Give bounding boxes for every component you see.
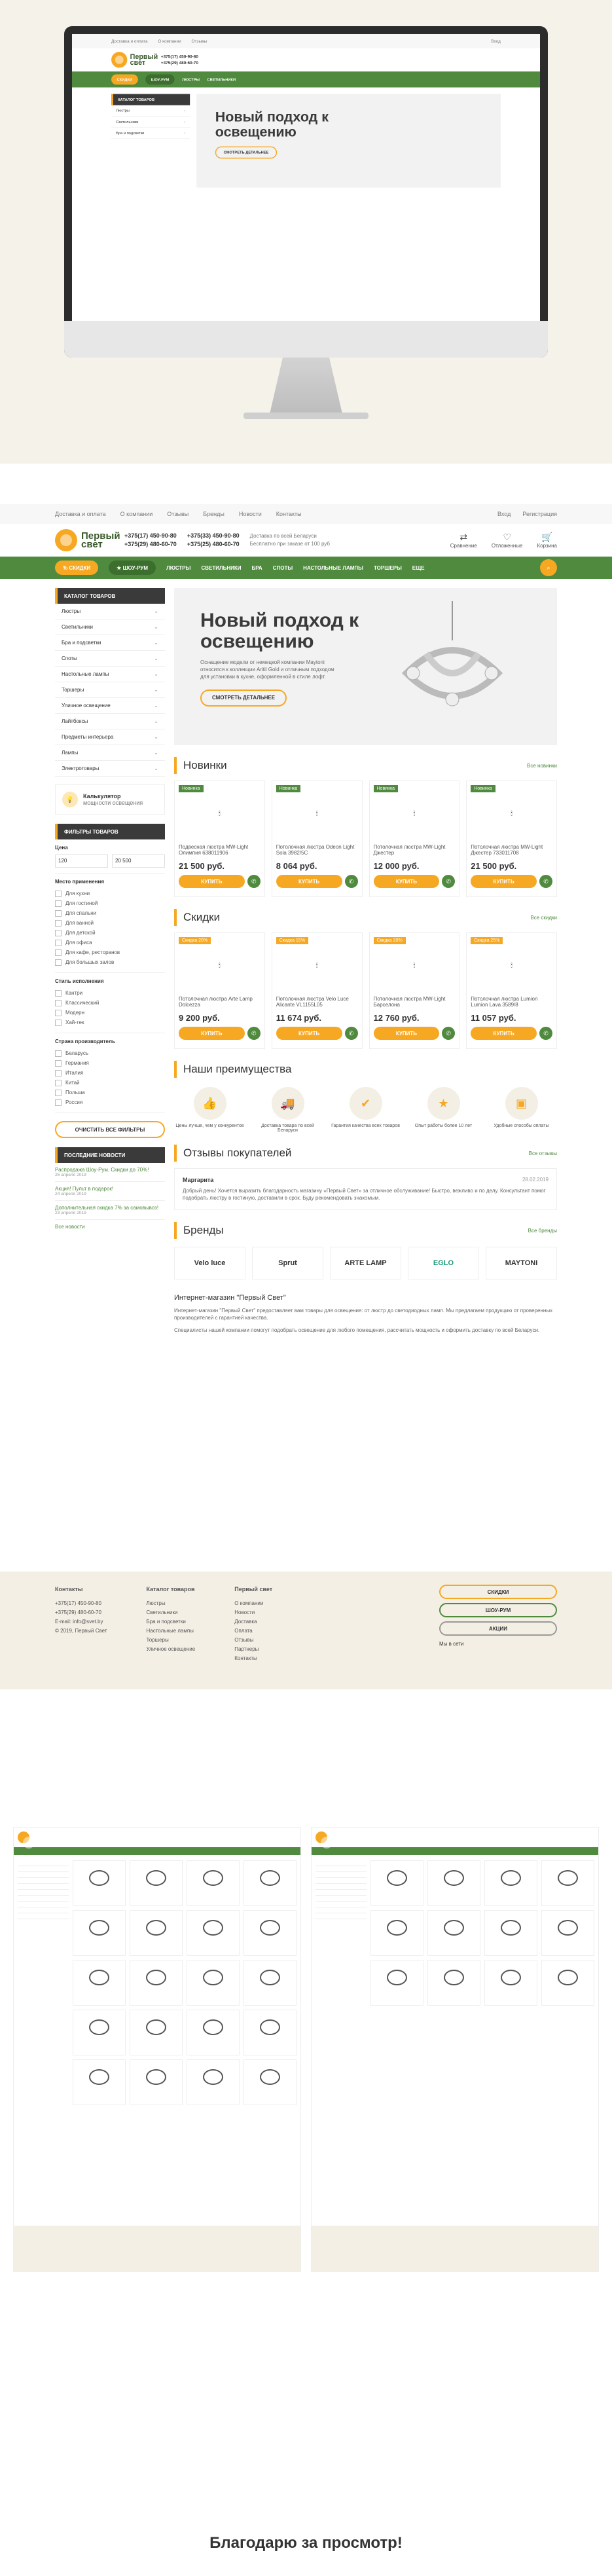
footer-link[interactable]: Отзывы	[234, 1637, 254, 1643]
topbar-link[interactable]: Контакты	[276, 511, 302, 517]
brand-logo[interactable]: EGLO	[408, 1247, 479, 1279]
social-label: Мы в сети	[439, 1641, 464, 1647]
sun-icon	[55, 529, 77, 551]
logo[interactable]	[55, 529, 120, 551]
chandelier-icon: 🕯	[511, 961, 513, 968]
chevron-down-icon: ⌄	[154, 655, 158, 661]
login-link[interactable]: Вход	[491, 39, 501, 44]
header	[0, 524, 612, 557]
buy-button[interactable]: КУПИТЬ	[179, 1027, 245, 1040]
logo-text: Первый свет	[81, 530, 120, 550]
country-label: Страна производитель	[55, 1039, 115, 1044]
nav-link[interactable]: БРА	[251, 564, 262, 571]
banner-cta[interactable]: СМОТРЕТЬ ДЕТАЛЬНЕЕ	[215, 147, 277, 159]
buy-button[interactable]: КУПИТЬ	[276, 1027, 342, 1040]
sale-products	[174, 932, 557, 1049]
checkbox[interactable]: Кантри	[55, 988, 165, 998]
buy-button[interactable]: КУПИТЬ	[374, 875, 440, 888]
checkbox[interactable]: Хай-тек	[55, 1018, 165, 1027]
full-page-layout	[0, 504, 612, 1689]
nav-link[interactable]: СВЕТИЛЬНИКИ	[207, 77, 236, 82]
news-item[interactable]: Акция! Пульт в подарок! 24 апреля 2019	[55, 1182, 165, 1201]
advantages: 👍 Цены лучше, чем у конкурентов 🚚 Доставка товара по всей Беларуси ✔ Гарантия качества всех товаров ★ Опыт работы более 10 лет ▣ Удобные способы оплаты	[174, 1087, 557, 1133]
monitor-screen	[72, 34, 540, 321]
all-new-link[interactable]: Все новинки	[527, 762, 557, 769]
chevron-down-icon: ⌄	[154, 703, 158, 708]
catalog-item[interactable]: Настольные лампы ⌄	[55, 667, 165, 682]
chevron-down-icon: ⌄	[154, 624, 158, 630]
nav-link[interactable]: ТОРШЕРЫ	[373, 564, 402, 571]
all-sale-link[interactable]: Все скидки	[530, 914, 557, 921]
footer-link[interactable]: Бра и подсветки	[146, 1619, 186, 1625]
star-icon: ★	[117, 564, 123, 571]
cart-icon: 🛒	[541, 532, 553, 542]
buy-button[interactable]: КУПИТЬ	[276, 875, 342, 888]
phone-icon[interactable]: ✆	[539, 875, 552, 888]
topbar-link[interactable]: Отзывы	[167, 511, 189, 517]
new-products	[174, 781, 557, 897]
cart-button[interactable]: 🛒 Корзина	[537, 532, 557, 549]
shield-icon: ✔	[350, 1087, 382, 1120]
brand-logo[interactable]: MAYTONI	[486, 1247, 557, 1279]
sidebar	[55, 588, 165, 1334]
all-brands-link[interactable]: Все бренды	[528, 1227, 557, 1234]
topbar-link[interactable]: Новости	[238, 511, 262, 517]
catalog-item[interactable]: Электротовары ⌄	[55, 761, 165, 777]
product-card[interactable]: Новинка 🕯 Потолочная люстра MW-Light Джестер 12 000 руб. КУПИТЬ ✆	[369, 781, 460, 897]
footer-link[interactable]: Торшеры	[146, 1637, 169, 1643]
inner-pages-preview	[0, 1814, 612, 2456]
chandelier-icon: 🕯	[315, 961, 318, 968]
power-calculator[interactable]: 💡 Калькулятор мощности освещения	[55, 784, 165, 815]
catalog-item[interactable]: Торшеры ⌄	[55, 682, 165, 698]
sale-button[interactable]: СКИДКИ	[439, 1585, 557, 1599]
monitor-foot	[243, 413, 369, 419]
bulb-icon: 💡	[62, 792, 78, 807]
phone-icon[interactable]: ✆	[539, 1027, 552, 1040]
topbar-link[interactable]: Доставка и оплата	[111, 39, 148, 44]
checkbox[interactable]: Польша	[55, 1088, 165, 1097]
catalog-item[interactable]: Люстры ⌄	[55, 604, 165, 619]
chandelier-icon: 🕯	[413, 809, 416, 817]
wallet-icon: ▣	[505, 1087, 538, 1120]
topbar-link[interactable]: О компании	[120, 511, 153, 517]
product-card[interactable]: Скидка 20% 🕯 Потолочная люстра MW-Light Барселона 12 760 руб. КУПИТЬ ✆	[369, 932, 460, 1049]
product-page-preview	[311, 1827, 599, 2272]
chandelier-icon: 🕯	[219, 809, 221, 817]
footer: Контакты +375(17) 450-90-80 +375(29) 480-60-70 E-mail: info@svet.by © 2019, Первый Свет Каталог товаров Люстры Светильники Бра и подсветки Настольные лампы Торшеры Уличное освещение Первый свет О компании Новости Доставка Оплата Отзывы Партнеры Контакты СКИДКИ ШОУ-РУМ АКЦИИ Мы в сети	[0, 1572, 612, 1689]
nav-link[interactable]: НАСТОЛЬНЫЕ ЛАМПЫ	[303, 564, 363, 571]
delivery-info: Доставка по всей Беларуси Бесплатно при заказе от 100 руб	[249, 533, 330, 547]
monitor-chin	[64, 321, 548, 358]
medal-icon: ★	[427, 1087, 460, 1120]
footer-link[interactable]: Настольные лампы	[146, 1628, 194, 1634]
truck-icon: 🚚	[272, 1087, 304, 1120]
checkbox[interactable]: Для офиса	[55, 938, 165, 948]
chandelier-image	[387, 601, 518, 732]
footer-link[interactable]: Оплата	[234, 1628, 253, 1634]
product-card[interactable]: Скидка 15% 🕯 Потолочная люстра Velo Luce Alicante VL1155L05 11 674 руб. КУПИТЬ ✆	[272, 932, 363, 1049]
checkbox[interactable]: Германия	[55, 1058, 165, 1068]
compare-icon: ⇄	[459, 532, 468, 542]
showroom-button[interactable]: ШОУ-РУМ	[145, 74, 175, 84]
login-link[interactable]: Вход	[497, 511, 511, 517]
checkbox[interactable]: Для гостиной	[55, 898, 165, 908]
percent-icon: %	[63, 564, 69, 571]
product-card[interactable]: Новинка 🕯 Потолочная люстра Odeon Light Sola 3982/5C 8 064 руб. КУПИТЬ ✆	[272, 781, 363, 897]
phone[interactable]: +375(33) 450-90-80	[187, 532, 240, 539]
catalog-title: КАТАЛОГ ТОВАРОВ	[55, 588, 165, 604]
phones	[161, 54, 198, 66]
phone-icon[interactable]: ✆	[345, 875, 358, 888]
checkbox[interactable]: Беларусь	[55, 1048, 165, 1058]
chandelier-icon: 🕯	[511, 809, 513, 817]
chevron-down-icon: ⌄	[154, 765, 158, 771]
topbar-link[interactable]: О компании	[158, 39, 181, 44]
catalog-item[interactable]: Светильники ⌄	[55, 619, 165, 635]
checkbox[interactable]: Для большых залов	[55, 957, 165, 967]
checkbox[interactable]: Для кухни	[55, 889, 165, 898]
register-link[interactable]: Регистрация	[522, 511, 557, 517]
all-reviews-link[interactable]: Все отзывы	[528, 1150, 557, 1156]
wishlist-button[interactable]: ♡ Отложенные	[491, 532, 523, 549]
buy-button[interactable]: КУПИТЬ	[471, 1027, 537, 1040]
product-card[interactable]: Скидка 20% 🕯 Потолочная люстра Arte Lamp Dolcezza 9 200 руб. КУПИТЬ ✆	[174, 932, 265, 1049]
footer-link[interactable]: Партнеры	[234, 1646, 259, 1652]
sale-section-header: Скидки Все скидки	[174, 909, 557, 926]
main-nav	[0, 557, 612, 579]
footer-link[interactable]: О компании	[234, 1600, 264, 1606]
phone-icon[interactable]: ✆	[247, 875, 261, 888]
monitor-stand	[270, 358, 342, 414]
topbar-link[interactable]: Отзывы	[191, 39, 207, 44]
checkbox[interactable]: Для ванной	[55, 918, 165, 928]
chandelier-icon: 🕯	[413, 961, 416, 968]
phone[interactable]: +375(29) 480-60-70	[124, 541, 177, 547]
filters-title: ФИЛЬТРЫ ТОВАРОВ	[55, 824, 165, 839]
phone-icon[interactable]: ✆	[442, 1027, 455, 1040]
checkbox[interactable]: Классический	[55, 998, 165, 1008]
new-section-header: Новинки Все новинки	[174, 757, 557, 774]
news-item[interactable]: Распродажа Шоу-Рум. Скидки до 70%! 25 апреля 2019	[55, 1163, 165, 1182]
checkbox[interactable]: Для детской	[55, 928, 165, 938]
banner-cta[interactable]: СМОТРЕТЬ ДЕТАЛЬНЕЕ	[200, 690, 287, 707]
phone-icon[interactable]: ✆	[247, 1027, 261, 1040]
main-content	[174, 588, 557, 1334]
catalog-item[interactable]: Лайтбоксы ⌄	[55, 714, 165, 729]
price-from-input[interactable]: 120	[55, 855, 108, 868]
nav-more[interactable]: ЕЩЕ	[412, 564, 425, 571]
sale-button[interactable]: % СКИДКИ	[55, 561, 98, 575]
chevron-down-icon: ⌄	[154, 608, 158, 614]
phones-1	[124, 532, 177, 549]
logo[interactable]	[111, 52, 158, 67]
news-item[interactable]: Дополнительная скидка 7% за самовывоз! 23 апреля 2019	[55, 1201, 165, 1220]
catalog-title: КАТАЛОГ ТОВАРОВ	[111, 94, 190, 105]
thumbs-up-icon: 👍	[194, 1087, 226, 1120]
catalog-item[interactable]: Предметы интерьера ⌄	[55, 729, 165, 745]
footer-link[interactable]: Светильники	[146, 1610, 178, 1615]
chevron-down-icon: ⌄	[154, 671, 158, 677]
brand-logo[interactable]: Sprut	[252, 1247, 323, 1279]
reset-filters-button[interactable]: ОЧИСТИТЬ ВСЕ ФИЛЬТРЫ	[55, 1121, 165, 1138]
chandelier-icon: 🕯	[219, 961, 221, 968]
banner-title: Новый подход к освещению	[215, 109, 329, 140]
logo-text: Первый свет	[130, 52, 158, 67]
chevron-down-icon: ⌄	[154, 734, 158, 740]
catalog-item[interactable]: Бра и подсветки ⌄	[55, 635, 165, 651]
phone[interactable]: +375(25) 480-60-70	[187, 541, 240, 547]
sun-icon	[111, 52, 127, 67]
phone[interactable]: +375(29) 480-60-70	[160, 60, 198, 65]
banner-text: Оснащение модели от немецкой компании Maytoni относится к коллекции Aritil Gold и отличным подходом для установки в кухне, оформленной в стиле лофт.	[200, 659, 334, 680]
catalog-item[interactable]: Люстры ›	[111, 105, 190, 117]
room-label: Место применения	[55, 879, 105, 885]
phone-icon[interactable]: ✆	[345, 1027, 358, 1040]
product-card[interactable]: Скидка 25% 🕯 Потолочная люстра Lumion Lumion Lava 3589/8 11 057 руб. КУПИТЬ ✆	[466, 932, 557, 1049]
showroom-button[interactable]: ★ ШОУ-РУМ	[109, 561, 156, 575]
phone[interactable]: +375(17) 450-90-80	[124, 532, 177, 539]
about: Интернет-магазин "Первый Свет" Интернет-магазин "Первый Свет" предоставляет вам товары для освещения: от люстр до светодиодных ламп. Мы предлагаем продукцию от проверенных производителей с гарантией качества. Специалисты нашей компании помогут подобрать освещение для любого помещения, рассчитать мощность и оформить доставку по всей Беларуси.	[174, 1294, 553, 1333]
monitor	[64, 26, 548, 358]
checkbox[interactable]: Модерн	[55, 1008, 165, 1018]
catalog-item[interactable]: Уличное освещение ⌄	[55, 698, 165, 714]
hero-banner	[174, 588, 557, 745]
monitor-section	[0, 0, 612, 464]
buy-button[interactable]: КУПИТЬ	[374, 1027, 440, 1040]
news-title: ПОСЛЕДНИЕ НОВОСТИ	[55, 1147, 165, 1163]
chandelier-icon: 🕯	[315, 809, 318, 817]
chevron-down-icon: ⌄	[154, 640, 158, 646]
promo-button[interactable]: АКЦИИ	[439, 1621, 557, 1636]
checkbox[interactable]: Для спальни	[55, 908, 165, 918]
chevron-down-icon: ⌄	[154, 718, 158, 724]
phone[interactable]: +375(17) 450-90-80	[160, 54, 198, 59]
price-label: Цена	[55, 845, 68, 851]
review-card: Маргарита 28.02.2019 Добрый день! Хочется выразить благодарность магазину «Первый Свет» за отличное обслуживание! Быстро, вежливо и по делу. Консультант помог подобрать люстру в гостиную, доставили в срок. Буду рекомендовать знакомым.	[174, 1168, 557, 1210]
topbar-link[interactable]: Бренды	[203, 511, 225, 517]
product-card[interactable]: Новинка 🕯 Подвесная люстра MW-Light Олимпия 638011906 21 500 руб. КУПИТЬ ✆	[174, 781, 265, 897]
catalog-item[interactable]: Споты ⌄	[55, 651, 165, 667]
footer-link[interactable]: Люстры	[146, 1600, 166, 1606]
brand-logo[interactable]: ARTE LAMP	[330, 1247, 401, 1279]
footer-link[interactable]: Уличное освещение	[146, 1646, 196, 1652]
catalog-page-preview	[13, 1827, 301, 2272]
topbar	[0, 504, 612, 524]
buy-button[interactable]: КУПИТЬ	[179, 875, 245, 888]
sun-icon	[18, 1831, 29, 1843]
checkbox[interactable]: Италия	[55, 1068, 165, 1078]
checkbox[interactable]: Для кафе, ресторанов	[55, 948, 165, 957]
chevron-down-icon: ⌄	[154, 687, 158, 693]
phone-icon[interactable]: ✆	[442, 875, 455, 888]
brands-header: Бренды Все бренды	[174, 1222, 557, 1239]
footer-link[interactable]: Контакты	[234, 1655, 257, 1661]
footer-link[interactable]: Новости	[234, 1610, 255, 1615]
reviews-header: Отзывы покупателей Все отзывы	[174, 1145, 557, 1162]
catalog-item[interactable]: Бра и подсветки ›	[111, 128, 190, 139]
thanks-text: Благодарю за просмотр!	[209, 2534, 403, 2552]
chevron-down-icon: ⌄	[154, 750, 158, 756]
search-icon[interactable]: ⌕	[540, 559, 557, 576]
catalog-item[interactable]: Светильники ›	[111, 117, 190, 128]
checkbox[interactable]: Китай	[55, 1078, 165, 1088]
product-card[interactable]: Новинка 🕯 Потолочная люстра MW-Light Джестер 733011708 21 500 руб. КУПИТЬ ✆	[466, 781, 557, 897]
buy-button[interactable]: КУПИТЬ	[471, 875, 537, 888]
advantages-header: Наши преимущества	[174, 1061, 557, 1078]
sun-icon	[315, 1831, 327, 1843]
brand-logo[interactable]: Velo luce	[174, 1247, 245, 1279]
compare-button[interactable]: ⇄ Сравнение	[450, 532, 477, 549]
showroom-button[interactable]: ШОУ-РУМ	[439, 1603, 557, 1617]
catalog-item[interactable]: Лампы ⌄	[55, 745, 165, 761]
checkbox[interactable]: Россия	[55, 1097, 165, 1107]
nav-link[interactable]: СПОТЫ	[272, 564, 293, 571]
footer-link[interactable]: Доставка	[234, 1619, 257, 1625]
brands	[174, 1247, 557, 1279]
banner-title: Новый подход к освещению	[200, 610, 359, 652]
heart-icon: ♡	[503, 532, 511, 542]
sale-button[interactable]: СКИДКИ	[111, 74, 138, 84]
price-to-input[interactable]: 20 500	[112, 855, 165, 868]
phones-2	[187, 532, 240, 549]
topbar-link[interactable]: Доставка и оплата	[55, 511, 106, 517]
nav-link[interactable]: СВЕТИЛЬНИКИ	[201, 564, 242, 571]
style-label: Стиль исполнения	[55, 978, 104, 984]
all-news-link[interactable]: Все новости	[55, 1224, 85, 1230]
nav-link[interactable]: ЛЮСТРЫ	[182, 77, 200, 82]
nav-link[interactable]: ЛЮСТРЫ	[166, 564, 191, 571]
